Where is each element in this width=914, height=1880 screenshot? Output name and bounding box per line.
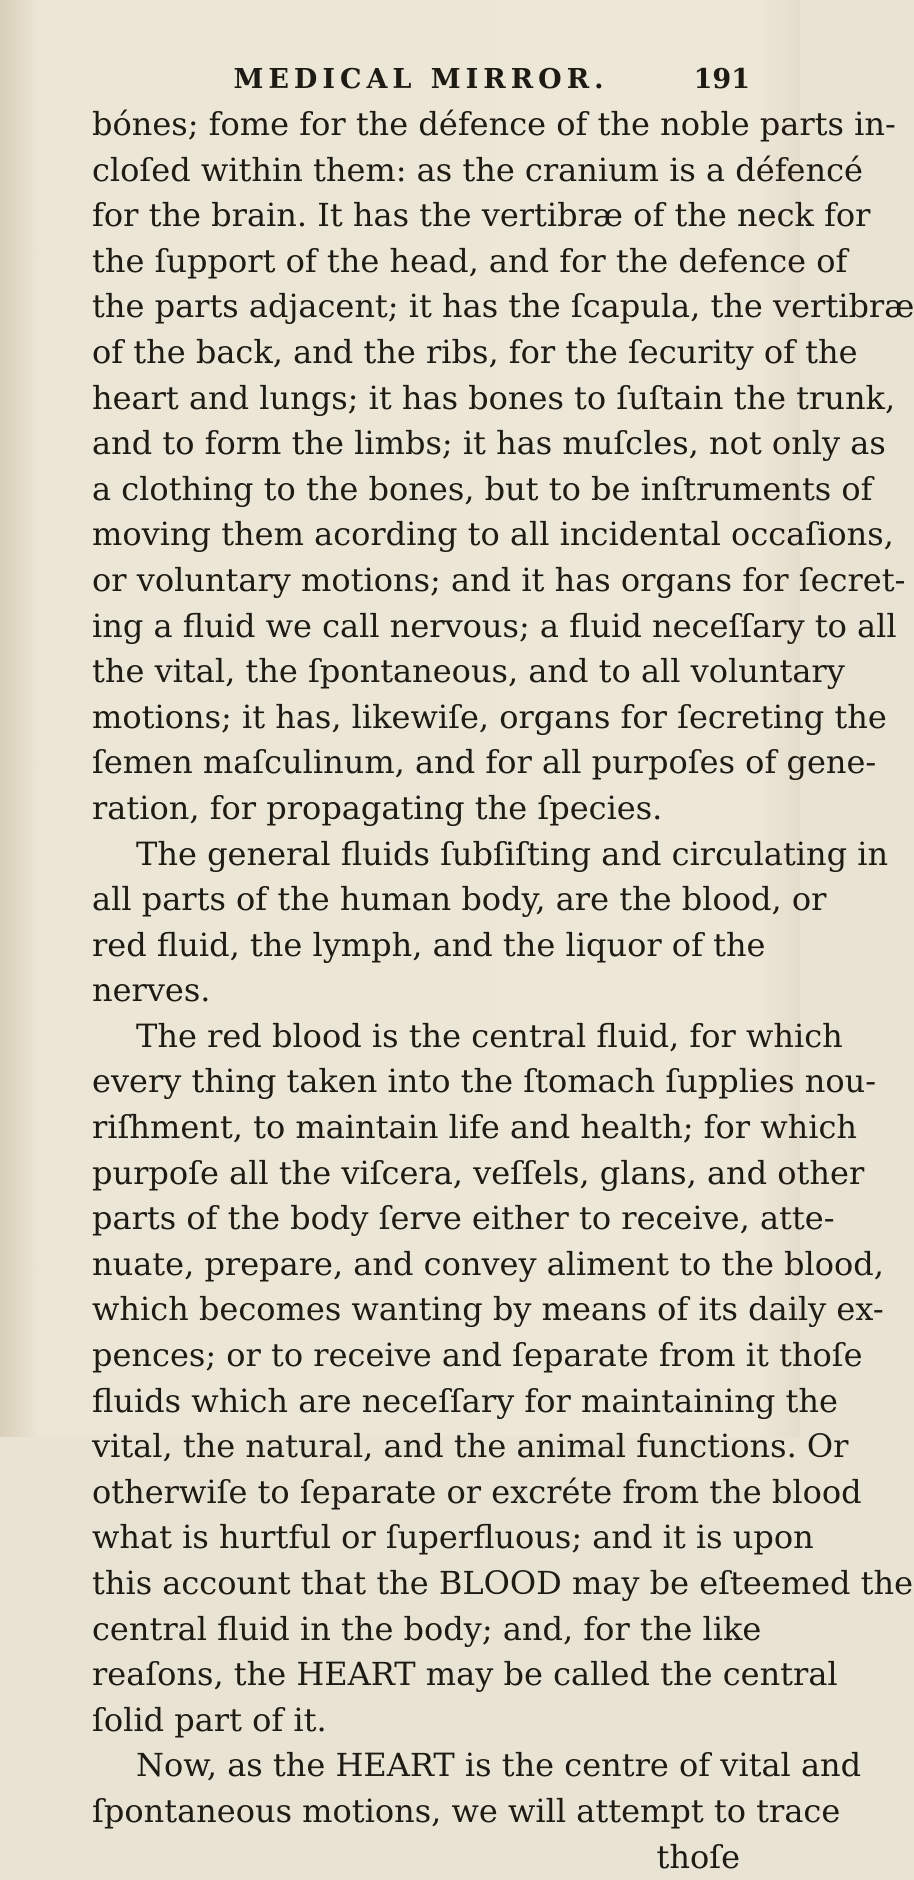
text-line: for the brain. It has the vertibræ of the neck for: [92, 196, 871, 235]
text-line: purpoſe all the viſcera, veſſels, glans, and other: [92, 1153, 865, 1192]
text-line: a clothing to the bones, but to be inſtruments of: [92, 469, 873, 508]
text-line: every thing taken into the ſtomach ſupplies nou-: [92, 1062, 877, 1101]
text-line: vital, the natural, and the animal functions. Or: [92, 1427, 849, 1466]
text-line: bónes; fome for the défence of the noble parts in-: [92, 105, 896, 143]
text-line: or voluntary motions; and it has organs for ſecret-: [92, 560, 906, 599]
text-line: ration, for propagating the ſpecies.: [92, 788, 663, 827]
text-line: the parts adjacent; it has the ſcapula, the vertibræ: [92, 287, 914, 326]
text-line: ing a fluid we call nervous; a fluid neceſſary to all: [92, 606, 897, 645]
text-line: fluids which are neceſſary for maintaining the: [92, 1381, 838, 1420]
running-head: [92, 64, 750, 98]
text-line: the vital, the ſpontaneous, and to all voluntary: [92, 652, 845, 691]
text-line: The general fluids ſubſiſting and circulating in: [136, 834, 889, 873]
text-line: parts of the body ſerve either to receive, atte-: [92, 1199, 835, 1238]
text-line: of the back, and the ribs, for the ſecurity of the: [92, 332, 858, 371]
text-line: red fluid, the lymph, and the liquor of the: [92, 925, 766, 964]
text-line: ſemen maſculinum, and for all purpoſes of gene-: [92, 743, 877, 782]
body-text: [92, 102, 914, 1880]
text-line: which becomes wanting by means of its daily ex-: [92, 1290, 884, 1329]
text-line: central fluid in the body; and, for the like: [92, 1609, 762, 1648]
text-line: ſpontaneous motions, we will attempt to trace: [92, 1791, 841, 1830]
text-line: motions; it has, likewiſe, organs for ſecreting the: [92, 697, 887, 736]
text-line: riſhment, to maintain life and health; for which: [92, 1108, 857, 1147]
text-line: Now, as the HEART is the centre of vital and: [136, 1746, 862, 1785]
page-number: 191: [693, 64, 750, 95]
text-line: moving them acording to all incidental occaſions,: [92, 515, 894, 554]
text-line: nuate, prepare, and convey aliment to the blood,: [92, 1244, 884, 1283]
text-line: cloſed within them: as the cranium is a défencé: [92, 150, 863, 189]
catchword: thoſe: [656, 1837, 740, 1876]
running-title: MEDICAL MIRROR.: [233, 64, 609, 95]
text-line: heart and lungs; it has bones to ſuſtain the trunk,: [92, 378, 896, 417]
text-line: the ſupport of the head, and for the defence of: [92, 241, 848, 280]
text-line: pences; or to receive and ſeparate from it thoſe: [92, 1336, 863, 1375]
text-line: The red blood is the central fluid, for which: [136, 1016, 843, 1055]
text-line: all parts of the human body, are the blood, or: [92, 880, 827, 919]
text-line: reaſons, the HEART may be called the central: [92, 1655, 838, 1694]
text-line: what is hurtful or ſuperfluous; and it is upon: [92, 1518, 814, 1557]
text-line: nerves.: [92, 971, 211, 1010]
text-line: and to form the limbs; it has muſcles, not only as: [92, 424, 886, 463]
text-line: otherwiſe to ſeparate or excréte from the blood: [92, 1472, 862, 1511]
text-line: ſolid part of it.: [92, 1700, 327, 1739]
text-line: this account that the BLOOD may be eſteemed the: [92, 1564, 914, 1602]
